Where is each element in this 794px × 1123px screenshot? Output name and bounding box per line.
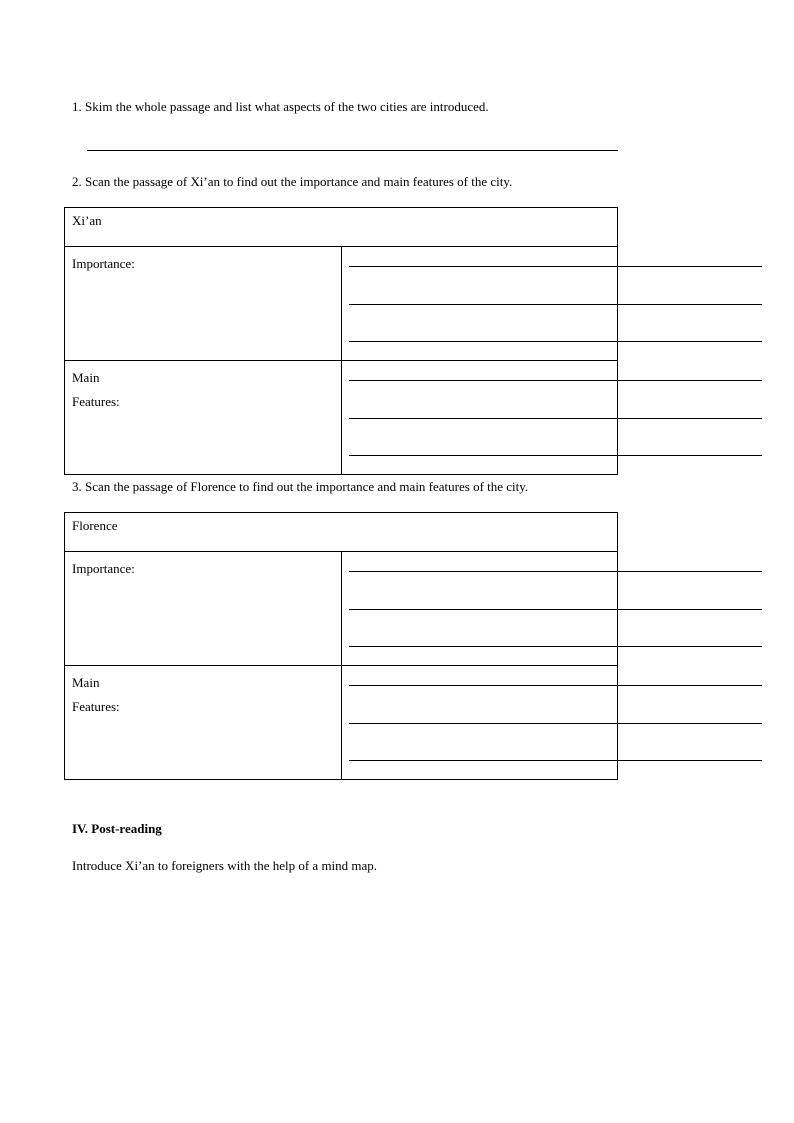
florence-importance-label: Importance: (72, 561, 135, 576)
florence-table (64, 512, 618, 780)
xian-features-label-cell (65, 361, 342, 475)
xian-features-label-line-1: Main (72, 370, 100, 385)
florence-importance-blank-1[interactable] (349, 571, 762, 572)
florence-importance-answer-cell (341, 552, 618, 666)
xian-importance-blank-3[interactable] (349, 341, 762, 342)
xian-table-title-cell (65, 208, 618, 247)
florence-importance-label-cell (65, 552, 342, 666)
question-3: 3. Scan the passage of Florence to find out the importance and main features of the city. (72, 479, 529, 494)
florence-features-label (72, 666, 341, 719)
xian-importance-blank-2[interactable] (349, 304, 762, 305)
florence-features-blank-3[interactable] (349, 760, 762, 761)
florence-table-title: Florence (72, 518, 118, 533)
xian-features-answer-cell (341, 361, 618, 475)
florence-features-answer-cell (341, 666, 618, 780)
florence-features-blank-2[interactable] (349, 723, 762, 724)
answer-line-question-1[interactable] (87, 150, 618, 151)
xian-features-blank-1[interactable] (349, 380, 762, 381)
florence-features-label-cell (65, 666, 342, 780)
question-2: 2. Scan the passage of Xi’an to find out the importance and main features of the city. (72, 174, 513, 189)
xian-table (64, 207, 618, 475)
xian-importance-label-cell (65, 247, 342, 361)
xian-features-label (72, 361, 341, 414)
xian-features-blank-2[interactable] (349, 418, 762, 419)
xian-features-blank-3[interactable] (349, 455, 762, 456)
question-1: 1. Skim the whole passage and list what aspects of the two cities are introduced. (72, 99, 489, 114)
florence-features-blank-1[interactable] (349, 685, 762, 686)
xian-importance-label: Importance: (72, 256, 135, 271)
post-reading-heading: IV. Post-reading (72, 821, 162, 836)
florence-table-title-cell (65, 513, 618, 552)
post-reading-task: Introduce Xi’an to foreigners with the help of a mind map. (72, 858, 378, 873)
xian-features-label-line-2: Features: (72, 394, 120, 409)
xian-importance-blank-1[interactable] (349, 266, 762, 267)
florence-importance-blank-3[interactable] (349, 646, 762, 647)
florence-features-label-line-1: Main (72, 675, 100, 690)
xian-importance-answer-cell (341, 247, 618, 361)
xian-table-title: Xi’an (72, 213, 102, 228)
florence-importance-blank-2[interactable] (349, 609, 762, 610)
florence-features-label-line-2: Features: (72, 699, 120, 714)
